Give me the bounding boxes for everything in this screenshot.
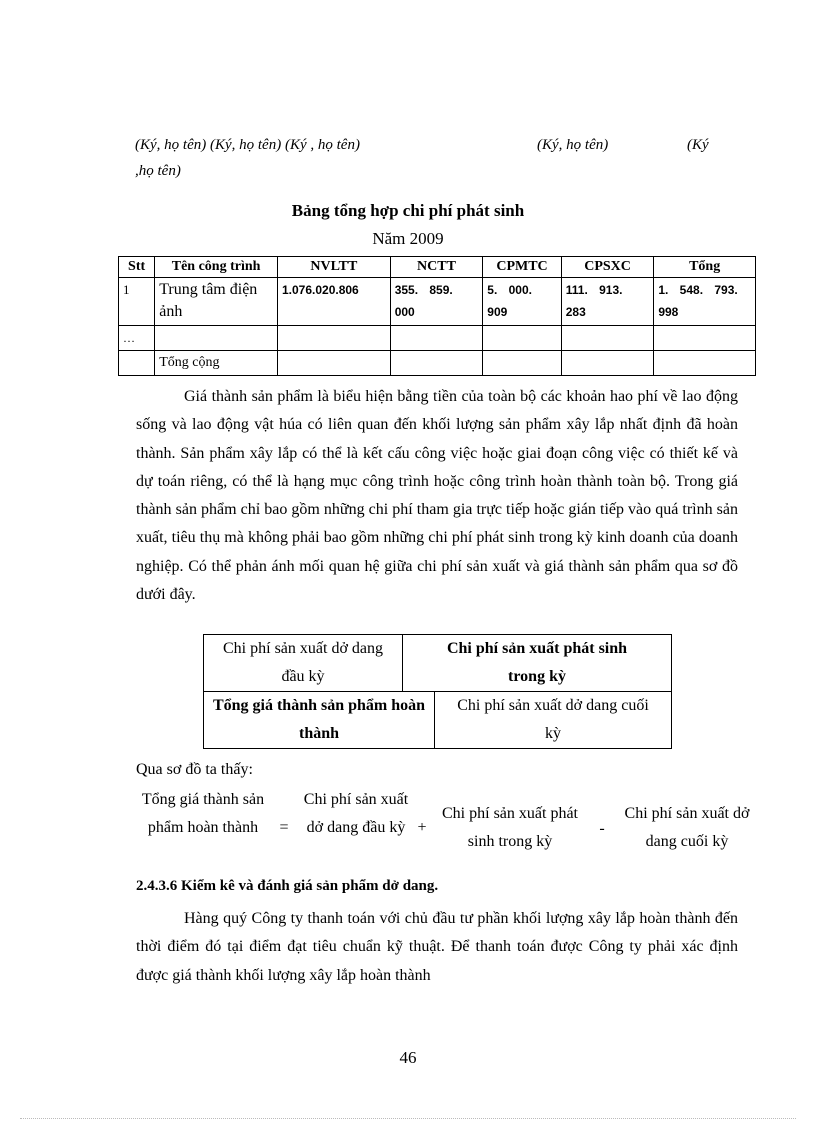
table-cell [483, 326, 561, 351]
paragraph-cost-definition: Giá thành sản phẩm là biểu hiện bằng tiền của toàn bộ các khoản hao phí về lao động sống và lao động vật húa có liên quan đến khối lượng sản phẩm xây lắp nhất định đã hoàn thành. Sản phẩm xây lắp có thể là kết cấu công việc hoặc giai đoạn công việc có thiết kế và dự toán riêng, có thể là hạng mục công trình hoặc công trình hoàn thành toàn bộ. Trong giá thành sản phẩm chỉ bao gồm những chi phí tham gia trực tiếp hoặc gián tiếp vào quá trình sản xuất, tiêu thụ mà không phải bao gồm những chi phí phát sinh trong kỳ kinh doanh của doanh nghiệp. Có thể phản ánh mối quan hệ giữa chi phí sản xuất và giá thành sản phẩm qua sơ đồ dưới đây. [136, 388, 738, 604]
equation-intro: Qua sơ đồ ta thấy: [136, 761, 253, 778]
table-cell [561, 326, 654, 351]
table-header-row [119, 257, 756, 278]
table-cell: 1. 548. 793. 998 [654, 278, 756, 326]
column-header: Stt [119, 257, 155, 278]
cost-summary-table [118, 256, 756, 376]
equation-term-incurred: Chi phí sản xuất phát sinh trong kỳ [442, 805, 578, 850]
table-cell: … [119, 326, 155, 351]
column-header: CPSXC [561, 257, 654, 278]
signature-continuation: ,họ tên) [135, 163, 181, 179]
diagram-closing-text: Chi phí sản xuất dở dang cuối kỳ [457, 697, 649, 742]
column-header: CPMTC [483, 257, 561, 278]
page-bottom-border [20, 1118, 796, 1119]
column-header: NCTT [390, 257, 483, 278]
table-cell: 1 [119, 278, 155, 326]
section-heading: 2.4.3.6 Kiểm kê và đánh giá sản phẩm dở dang. [136, 878, 439, 894]
signature-right: (Ký [687, 137, 709, 153]
diagram-incurred-text: Chi phí sản xuất phát sinh trong kỳ [446, 640, 628, 685]
diagram-total-text: Tổng giá thành sản phẩm hoàn thành [204, 692, 435, 748]
column-header: NVLTT [277, 257, 390, 278]
table-cell: Trung tâm điện ảnh [155, 278, 278, 326]
table-year: Năm 2009 [372, 229, 444, 248]
table-cell: 5. 000. 909 [483, 278, 561, 326]
table-cell: Tổng cộng [155, 351, 278, 376]
table-cell: 111. 913. 283 [561, 278, 654, 326]
table-cell: 1.076.020.806 [277, 278, 390, 326]
table-cell [654, 326, 756, 351]
table-cell [561, 351, 654, 376]
paragraph-wip-valuation: Hàng quý Công ty thanh toán với chủ đầu tư phần khối lượng xây lắp hoàn thành đến thời điểm đó tại điểm đạt tiêu chuẩn kỹ thuật. Để thanh toán được Công ty phải xác định được giá thành khối lượng xây lắp hoàn thành [136, 910, 738, 984]
table-cell [277, 326, 390, 351]
table-cell [277, 351, 390, 376]
equation-equals: = [279, 819, 289, 836]
table-cell [390, 326, 483, 351]
column-header: Tên công trình [155, 257, 278, 278]
table-cell [119, 351, 155, 376]
page-number: 46 [399, 1048, 417, 1067]
table-row [119, 326, 756, 351]
diagram-cell-total-cost [204, 692, 672, 749]
table-title: Bảng tổng hợp chi phí phát sinh [291, 201, 525, 220]
equation-term-opening: Chi phí sản xuất dở dang đầu kỳ [303, 791, 409, 836]
column-header: Tổng [654, 257, 756, 278]
diagram-opening-text: Chi phí sản xuất dở dang đầu kỳ [204, 635, 403, 691]
cost-relationship-diagram [203, 634, 672, 749]
table-row [119, 278, 756, 326]
table-cell [654, 351, 756, 376]
table-cell [483, 351, 561, 376]
equation-plus: + [417, 819, 427, 836]
equation-term-total: Tổng giá thành sản phẩm hoàn thành [141, 791, 265, 836]
equation-term-closing: Chi phí sản xuất dở dang cuối kỳ [624, 805, 750, 850]
table-cell: 355. 859. 000 [390, 278, 483, 326]
table-total-row [119, 351, 756, 376]
equation-minus: - [599, 820, 605, 837]
diagram-cell-opening-wip [204, 635, 672, 692]
signature-group-left: (Ký, họ tên) (Ký, họ tên) (Ký , họ tên) [135, 137, 360, 153]
signature-middle: (Ký, họ tên) [537, 137, 609, 153]
table-cell [155, 326, 278, 351]
table-cell [390, 351, 483, 376]
